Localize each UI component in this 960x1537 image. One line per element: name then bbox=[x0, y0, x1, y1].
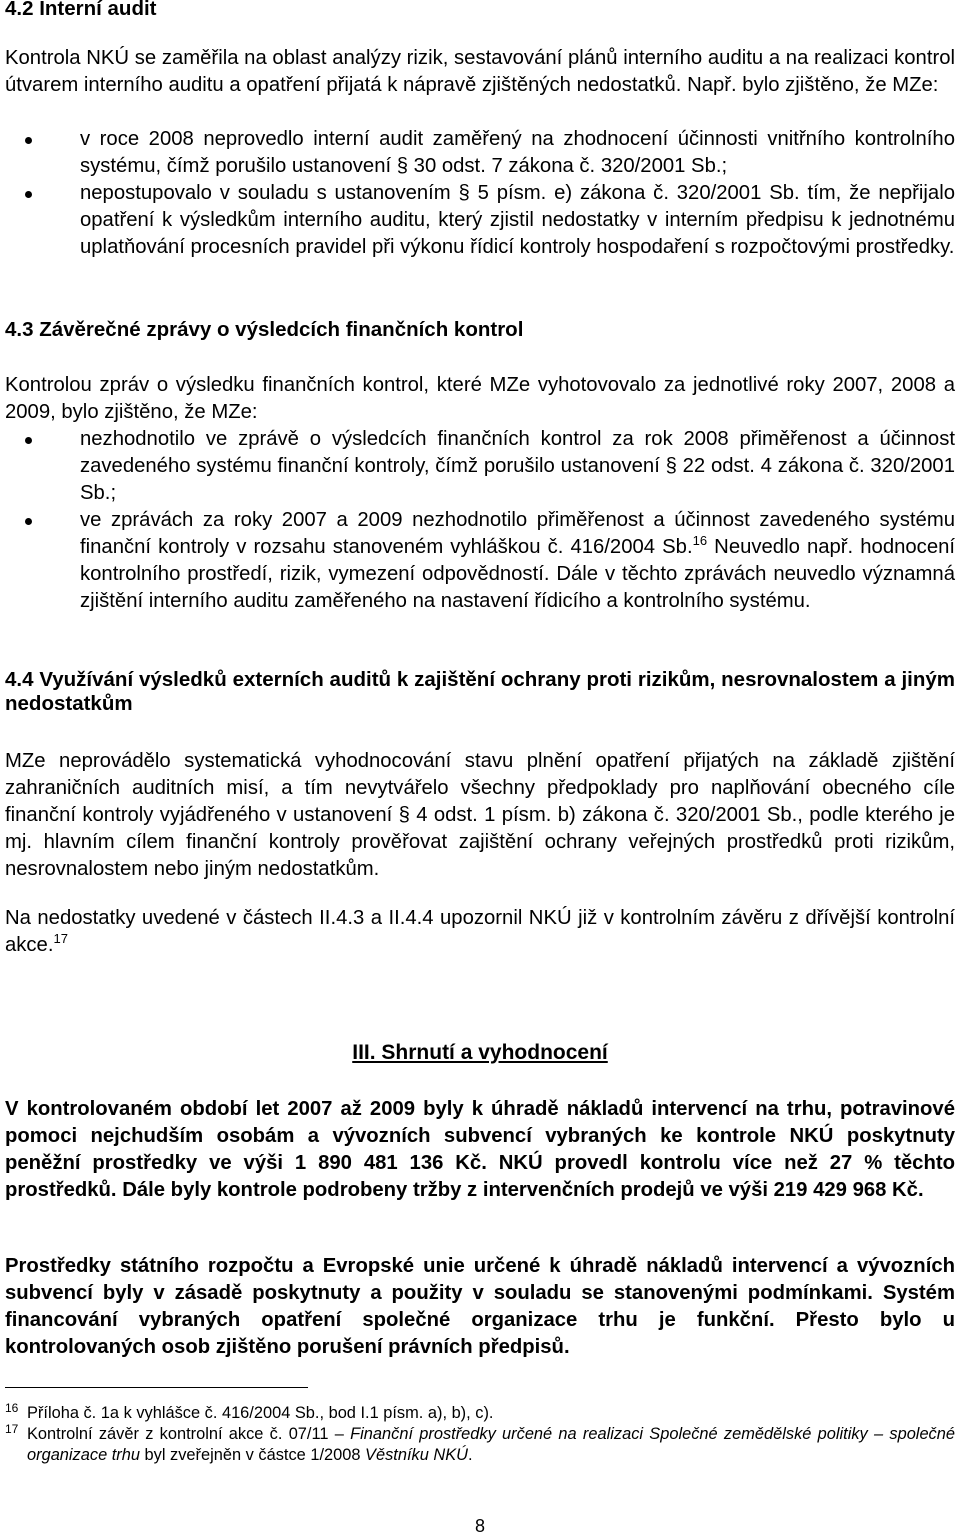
list-item-text: nezhodnotilo ve zprávě o výsledcích finančních kontrol za rok 2008 přiměřenost a účinnost zavedeného systému finanční kontroly, čímž porušilo ustanovení § 22 odst. 4 zákona č. 320/2001 Sb.; bbox=[80, 428, 955, 504]
footnote-title-italic: Finanční prostředky určené na realizaci Společné zemědělské politiky – společné organizace trhu bbox=[27, 1425, 955, 1464]
bullet-icon bbox=[25, 137, 32, 144]
footnote-text-cont: byl zveřejněn v částce 1/2008 bbox=[139, 1446, 366, 1464]
bullet-icon bbox=[25, 518, 32, 525]
footnote-ref-16: 16 bbox=[692, 533, 708, 548]
audit-findings-list bbox=[5, 126, 955, 261]
paragraph-text: Na nedostatky uvedené v částech II.4.3 a II.4.4 upozornil NKÚ již v kontrolním závěru z dřívější kontrolní akce. bbox=[5, 907, 955, 956]
financial-reports-list bbox=[5, 426, 955, 615]
bullet-icon bbox=[25, 437, 32, 444]
paragraph-previous-findings bbox=[5, 905, 955, 959]
footnote-journal-italic: Věstníku NKÚ bbox=[365, 1446, 468, 1464]
section-heading-4-2: 4.2 Interní audit bbox=[5, 0, 157, 20]
footnote-text-end: . bbox=[467, 1446, 473, 1464]
paragraph-summary-2: Prostředky státního rozpočtu a Evropské unie určené k úhradě nákladů intervencí a vývozních subvencí byly v zásadě poskytnuty a použity v souladu se stanovenými podmínkami. Systém financování vybraných opatření společné organizace trhu je funkční. Přesto bylo u kontrolovaných osob zjištěno porušení právních předpisů. bbox=[5, 1255, 955, 1358]
footnote-number: 16 bbox=[5, 1401, 19, 1415]
list-item-text-cont: Neuvedlo např. hodnocení kontrolního prostředí, rizik, vymezení odpovědností. Dále v těchto zprávách neuvedlo významná zjištění interního auditu zaměřeného na nastavení řídicího a kontrolního systému. bbox=[80, 536, 956, 612]
paragraph-financial-reports: Kontrolou zpráv o výsledku finančních kontrol, které MZe vyhotovovalo za jednotlivé roky 2007, 2008 a 2009, bylo zjištěno, že MZe: bbox=[5, 374, 955, 423]
paragraph-intro-audit: Kontrola NKÚ se zaměřila na oblast analýzy rizik, sestavování plánů interního auditu a na realizaci kontrol útvarem interního auditu a opatření přijatá k nápravě zjištěných nedostatků. Např. bylo zjištěno, že MZe: bbox=[5, 47, 955, 96]
list-item-text: v roce 2008 neprovedlo interní audit zaměřený na zhodnocení účinnosti vnitřního kontrolního systému, čímž porušilo ustanovení § 30 odst. 7 zákona č. 320/2001 Sb.; bbox=[80, 128, 955, 177]
footnote-number: 17 bbox=[5, 1422, 19, 1436]
list-item bbox=[5, 126, 955, 180]
list-item bbox=[5, 426, 955, 507]
bullet-icon bbox=[25, 191, 32, 198]
section-heading-4-4: 4.4 Využívání výsledků externích auditů k zajištění ochrany proti rizikům, nesrovnalostem a jiným nedostatkům bbox=[5, 668, 955, 715]
footnote-text: Příloha č. 1a k vyhlášce č. 416/2004 Sb., bod I.1 písm. a), b), c). bbox=[27, 1404, 494, 1422]
chapter-heading: III. Shrnutí a vyhodnocení bbox=[352, 1041, 608, 1064]
paragraph-external-audits: MZe neprovádělo systematická vyhodnocování stavu plnění opatření přijatých na základě zjištění zahraničních auditních misí, a tím nevytvářelo všechny předpoklady pro naplňování obecného cíle finanční kontroly vyjádřeného v ustanovení § 4 odst. 1 písm. b) zákona č. 320/2001 Sb., podle kterého je mj. hlavním cílem finanční kontroly prověřovat zajištění ochrany veřejných prostředků proti rizikům, nesrovnalostem nebo jiným nedostatkům. bbox=[5, 750, 955, 880]
page-number: 8 bbox=[474, 1516, 485, 1536]
list-item-text: ve zprávách za roky 2007 a 2009 nezhodnotilo přiměřenost a účinnost zavedeného systému finanční kontroly v rozsahu stanoveném vyhláškou č. 416/2004 Sb. bbox=[80, 509, 955, 558]
footnote-ref-17: 17 bbox=[53, 931, 68, 946]
list-item bbox=[5, 507, 955, 615]
footnote-16 bbox=[5, 1403, 955, 1424]
footnote-17 bbox=[5, 1424, 955, 1466]
paragraph-summary-1: V kontrolovaném období let 2007 až 2009 byly k úhradě nákladů intervencí na trhu, potravinové pomoci nejchudším osobám a vývozních subvencí vybraných ke kontrole NKÚ poskytnuty peněžní prostředky ve výši 1 890 481 136 Kč. NKÚ provedl kontrolu více než 27 % těchto prostředků. Dále byly kontrole podrobeny tržby z intervenčních prodejů ve výši 219 429 968 Kč. bbox=[5, 1098, 955, 1201]
section-heading-4-3: 4.3 Závěrečné zprávy o výsledcích finančních kontrol bbox=[5, 318, 524, 341]
list-item-text: nepostupovalo v souladu s ustanovením § 5 písm. e) zákona č. 320/2001 Sb. tím, že nepřijalo opatření k výsledkům interního auditu, který zjistil nedostatky v interním předpisu k jednotnému uplatňování procesních pravidel při výkonu řídicí kontroly hospodaření s rozpočtovými prostředky. bbox=[80, 182, 955, 258]
list-item bbox=[5, 180, 955, 261]
footnote-separator bbox=[5, 1387, 308, 1388]
footnote-text: Kontrolní závěr z kontrolní akce č. 07/11 – bbox=[27, 1425, 351, 1443]
